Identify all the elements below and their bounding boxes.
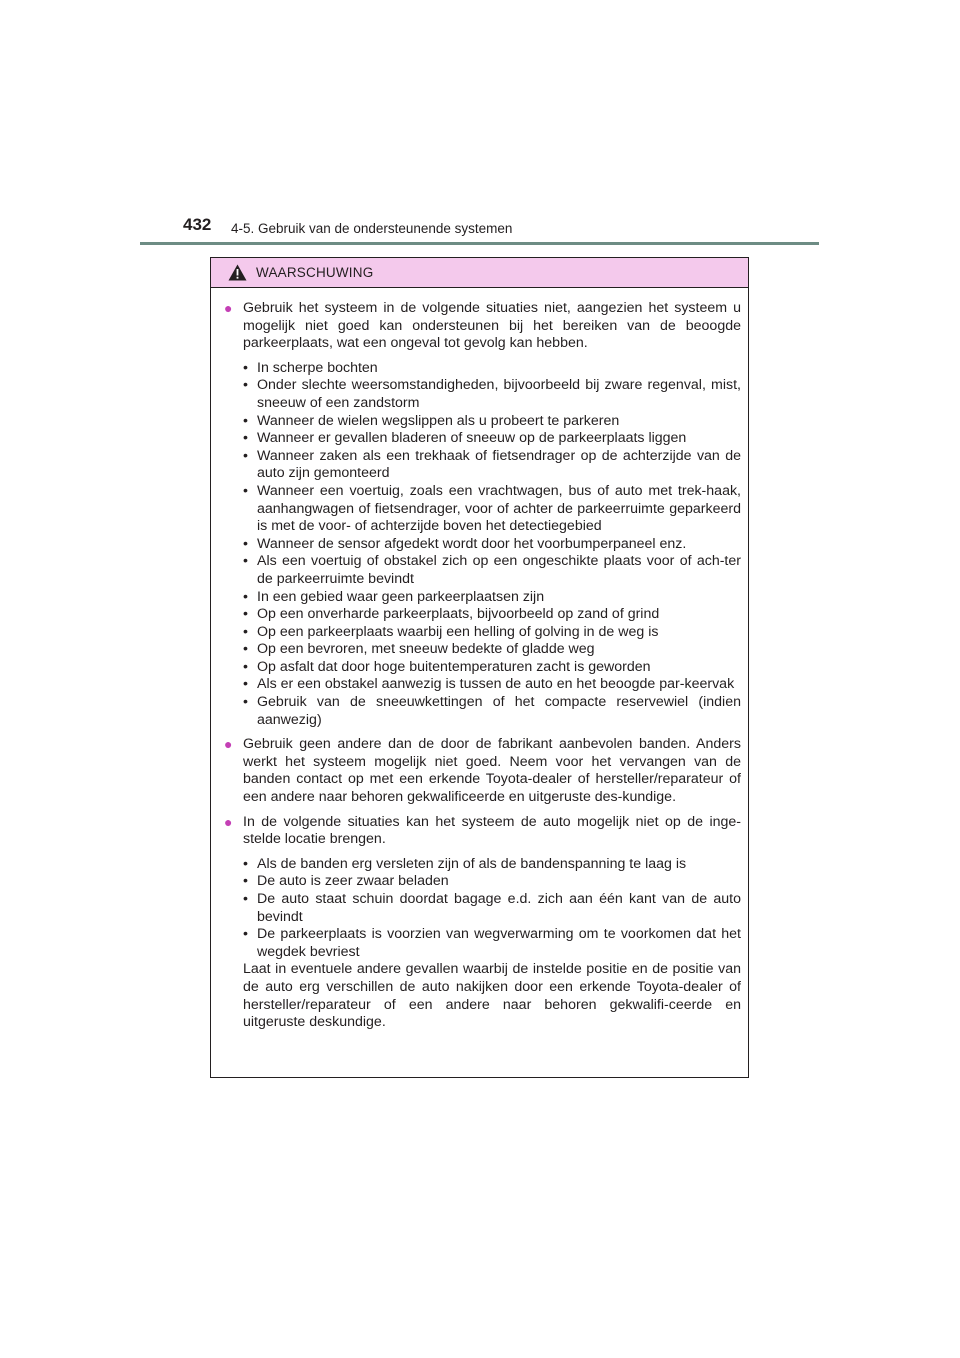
warning-paragraph (224, 814, 741, 849)
bullet-dot-icon: ● (224, 813, 233, 830)
list-item: • Onder slechte weersomstandigheden, bijvoorbeeld bij zware regenval, mist, sneeuw of een zandstorm (243, 377, 741, 412)
list-item: • Als de banden erg versleten zijn of als de bandenspanning te laag is (243, 856, 741, 874)
list-item: • De auto staat schuin doordat bagage e.d. zich aan één kant van de auto bevindt (243, 891, 741, 926)
list-item: • Gebruik van de sneeuwkettingen of het compacte reservewiel (indien aanwezig) (243, 694, 741, 729)
warning-box (210, 257, 749, 1078)
list-item: • Op asfalt dat door hoge buitentemperaturen zacht is geworden (243, 659, 741, 677)
warning-title: WAARSCHUWING (256, 265, 374, 280)
list-item: • Wanneer de wielen wegslippen als u probeert te parkeren (243, 413, 741, 431)
warning-paragraph (224, 736, 741, 806)
warning-triangle-icon (228, 264, 247, 281)
bullet-dot-icon: ● (224, 736, 233, 753)
warning-body (211, 288, 748, 1032)
sub-list (243, 856, 741, 969)
section-title: 4-5. Gebruik van de ondersteunende systemen (231, 221, 513, 236)
list-item: • De auto is zeer zwaar beladen (243, 873, 741, 891)
list-item: • De parkeerplaats is voorzien van wegverwarming om te voorkomen dat het wegdek bevriest (243, 926, 741, 961)
trailing-paragraph: Laat in eventuele andere gevallen waarbij de instelde positie en de positie van de auto erg verschillen de auto nakijken door een erkende Toyota-dealer of hersteller/reparateur of een andere naar behoren gekwalifi-ceerde en uitgeruste deskundige. (243, 961, 741, 1031)
paragraph-text: Gebruik het systeem in de volgende situaties niet, aangezien het systeem u mogelijk niet goed kan ondersteunen bij het bereiken van de beoogde parkeerplaats, wat een ongeval tot gevolg kan hebben. (243, 300, 741, 352)
sub-list (243, 360, 741, 736)
list-item: • In een gebied waar geen parkeerplaatsen zijn (243, 589, 741, 607)
paragraph-text: Gebruik geen andere dan de door de fabrikant aanbevolen banden. Anders werkt het systeem mogelijk niet goed. Neem voor het vervangen van de banden contact op met een erkende Toyota-dealer of hersteller/reparateur of een andere naar behoren gekwalificeerde en uitgeruste des-kundige. (243, 736, 741, 806)
list-item: • Op een onverharde parkeerplaats, bijvoorbeeld op zand of grind (243, 606, 741, 624)
list-item: • Wanneer een voertuig, zoals een vrachtwagen, bus of auto met trek-haak, aanhangwagen of fietsendrager, voor of achter de parkeerruimte geparkeerd is met de voor- of achterzijde boven het detectiegebied (243, 483, 741, 536)
list-item: • Als er een obstakel aanwezig is tussen de auto en het beoogde par-keervak (243, 676, 741, 694)
page-number: 432 (183, 215, 212, 234)
list-item: • Als een voertuig of obstakel zich op een ongeschikte plaats voor of ach-ter de parkeerruimte bevindt (243, 553, 741, 588)
bullet-dot-icon: ● (224, 300, 233, 316)
list-item: • Wanneer de sensor afgedekt wordt door het voorbumperpaneel enz. (243, 536, 741, 554)
list-item: • In scherpe bochten (243, 360, 741, 378)
list-item: • Wanneer zaken als een trekhaak of fietsendrager op de achterzijde van de auto zijn gemonteerd (243, 448, 741, 483)
warning-paragraph (224, 300, 741, 353)
header-divider (140, 242, 819, 245)
list-item: • Op een parkeerplaats waarbij een helling of golving in de weg is (243, 624, 741, 642)
list-item: • Op een bevroren, met sneeuw bedekte of gladde weg (243, 641, 741, 659)
warning-header (211, 258, 748, 288)
paragraph-text: In de volgende situaties kan het systeem de auto mogelijk niet op de inge-stelde locatie brengen. (243, 813, 741, 848)
list-item: • Wanneer er gevallen bladeren of sneeuw op de parkeerplaats liggen (243, 430, 741, 448)
